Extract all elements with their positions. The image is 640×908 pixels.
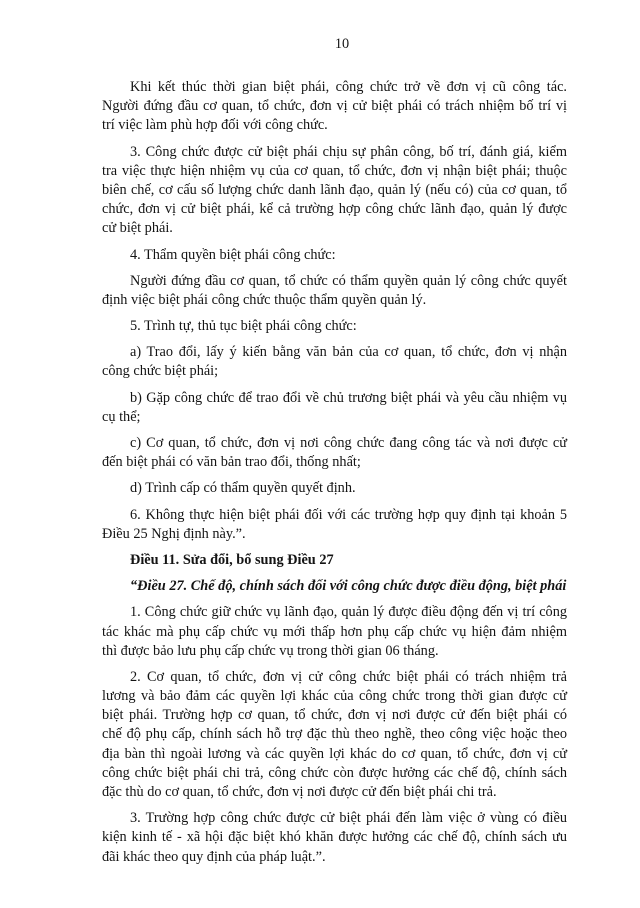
point-b bbox=[102, 389, 567, 427]
article-11-heading bbox=[102, 551, 567, 570]
text-line: đặc thù do cơ quan, tổ chức, đơn vị nơi được cử đến biệt phái chi trả. bbox=[102, 784, 497, 800]
clause-4-authority-text bbox=[102, 272, 567, 310]
text-line: đãi khác theo quy định của pháp luật.”. bbox=[102, 848, 326, 865]
text-line: b) Gặp công chức để trao đổi về chủ trương biệt phái và yêu cầu nhiệm vụ bbox=[130, 389, 567, 406]
point-a bbox=[102, 343, 567, 381]
clause-3-assignment bbox=[102, 143, 567, 239]
point-d bbox=[102, 479, 567, 498]
text-line: Khi kết thúc thời gian biệt phái, công chức trở về đơn vị cũ công tác. bbox=[130, 79, 567, 95]
text-line: công chức biệt phái; bbox=[102, 363, 219, 380]
text-line: thì được bảo lưu phụ cấp chức vụ trong thời gian 06 tháng. bbox=[102, 642, 439, 659]
point-c bbox=[102, 434, 567, 472]
text-line: 5. Trình tự, thủ tục biệt phái công chức: bbox=[130, 318, 357, 335]
text-line: cử biệt phái. bbox=[102, 220, 173, 237]
article-27-clause-1 bbox=[102, 603, 567, 661]
text-line: a) Trao đổi, lấy ý kiến bằng văn bản của cơ quan, tổ chức, đơn vị nhận bbox=[130, 344, 567, 361]
text-line: đến biệt phái có văn bản trao đổi, thống nhất; bbox=[102, 454, 361, 471]
text-line: Người đứng đầu cơ quan, tổ chức có thẩm quyền quản lý công chức quyết bbox=[130, 272, 567, 289]
text-line: biệt phái. Trường hợp cơ quan, tổ chức, đơn vị nơi được cử đến biệt phái có bbox=[102, 707, 567, 724]
text-line: địa bàn thì ngoài lương và các quyền lợi khác do cơ quan, tổ chức, đơn vị cử bbox=[102, 745, 567, 762]
text-line: 3. Trường hợp công chức được cử biệt phái đến làm việc ở vùng có điều bbox=[130, 810, 567, 827]
clause-6-exclusion bbox=[102, 506, 567, 544]
text-line: tác khác mà phụ cấp chức vụ mới thấp hơn phụ cấp chức vụ hiện đảm nhiệm bbox=[102, 623, 567, 640]
text-line: 1. Công chức giữ chức vụ lãnh đạo, quản lý được điều động đến vị trí công bbox=[130, 604, 567, 621]
text-line: c) Cơ quan, tổ chức, đơn vị nơi công chức đang công tác và nơi được cử bbox=[130, 435, 567, 451]
clause-5-procedure bbox=[102, 317, 567, 336]
text-line: 6. Không thực hiện biệt phái đối với các trường hợp quy định tại khoản 5 bbox=[130, 506, 567, 523]
text-line: chế độ phụ cấp, chính sách hỗ trợ đặc thù theo nghề, theo công việc hoặc theo bbox=[102, 726, 567, 743]
text-line: lương và bảo đảm các quyền lợi khác của công chức trong thời gian được cử bbox=[102, 688, 567, 705]
page-number: 10 bbox=[334, 36, 350, 52]
document-body bbox=[102, 78, 567, 867]
heading-text: Điều 11. Sửa đổi, bổ sung Điều 27 bbox=[130, 551, 334, 568]
text-line: d) Trình cấp có thẩm quyền quyết định. bbox=[130, 480, 356, 497]
text-line: chức, đơn vị cử biệt phái, kể cả trường hợp công chức lãnh đạo, quản lý được bbox=[102, 201, 567, 218]
article-27-title bbox=[102, 577, 567, 596]
text-line: 2. Cơ quan, tổ chức, đơn vị cử công chức biệt phái có trách nhiệm trả bbox=[130, 668, 567, 685]
text-line: cụ thể; bbox=[102, 408, 141, 425]
text-line: 4. Thẩm quyền biệt phái công chức: bbox=[130, 246, 336, 263]
heading-text: “Điều 27. Chế độ, chính sách đối với công chức được điều động, biệt phái bbox=[130, 578, 567, 595]
text-line: công chức biệt phái chi trả, công chức còn được hưởng các chế độ, chính sách bbox=[102, 764, 567, 781]
text-line: Người đứng đầu cơ quan, tổ chức, đơn vị cử biệt phái có trách nhiệm bố trí vị bbox=[102, 98, 567, 115]
text-line: tra việc thực hiện nhiệm vụ của cơ quan, tổ chức, đơn vị nhận biệt phái; thuộc bbox=[102, 162, 567, 179]
text-line: kiện kinh tế - xã hội đặc biệt khó khăn được hưởng các chế độ, chính sách ưu bbox=[102, 829, 567, 846]
text-line: định việc biệt phái công chức thuộc thẩm quyền quản lý. bbox=[102, 291, 427, 308]
text-line: biên chế, cơ cấu số lượng chức danh lãnh đạo, quản lý (nếu có) của cơ quan, tổ bbox=[102, 181, 567, 198]
article-27-clause-2 bbox=[102, 668, 567, 802]
clause-4-authority bbox=[102, 246, 567, 265]
text-line: trí việc làm phù hợp đối với công chức. bbox=[102, 117, 328, 134]
paragraph-return-after-secondment bbox=[102, 78, 567, 136]
text-line: 3. Công chức được cử biệt phái chịu sự phân công, bố trí, đánh giá, kiểm bbox=[130, 143, 567, 160]
article-27-clause-3 bbox=[102, 809, 567, 867]
text-line: Điều 25 Nghị định này.”. bbox=[102, 525, 246, 542]
